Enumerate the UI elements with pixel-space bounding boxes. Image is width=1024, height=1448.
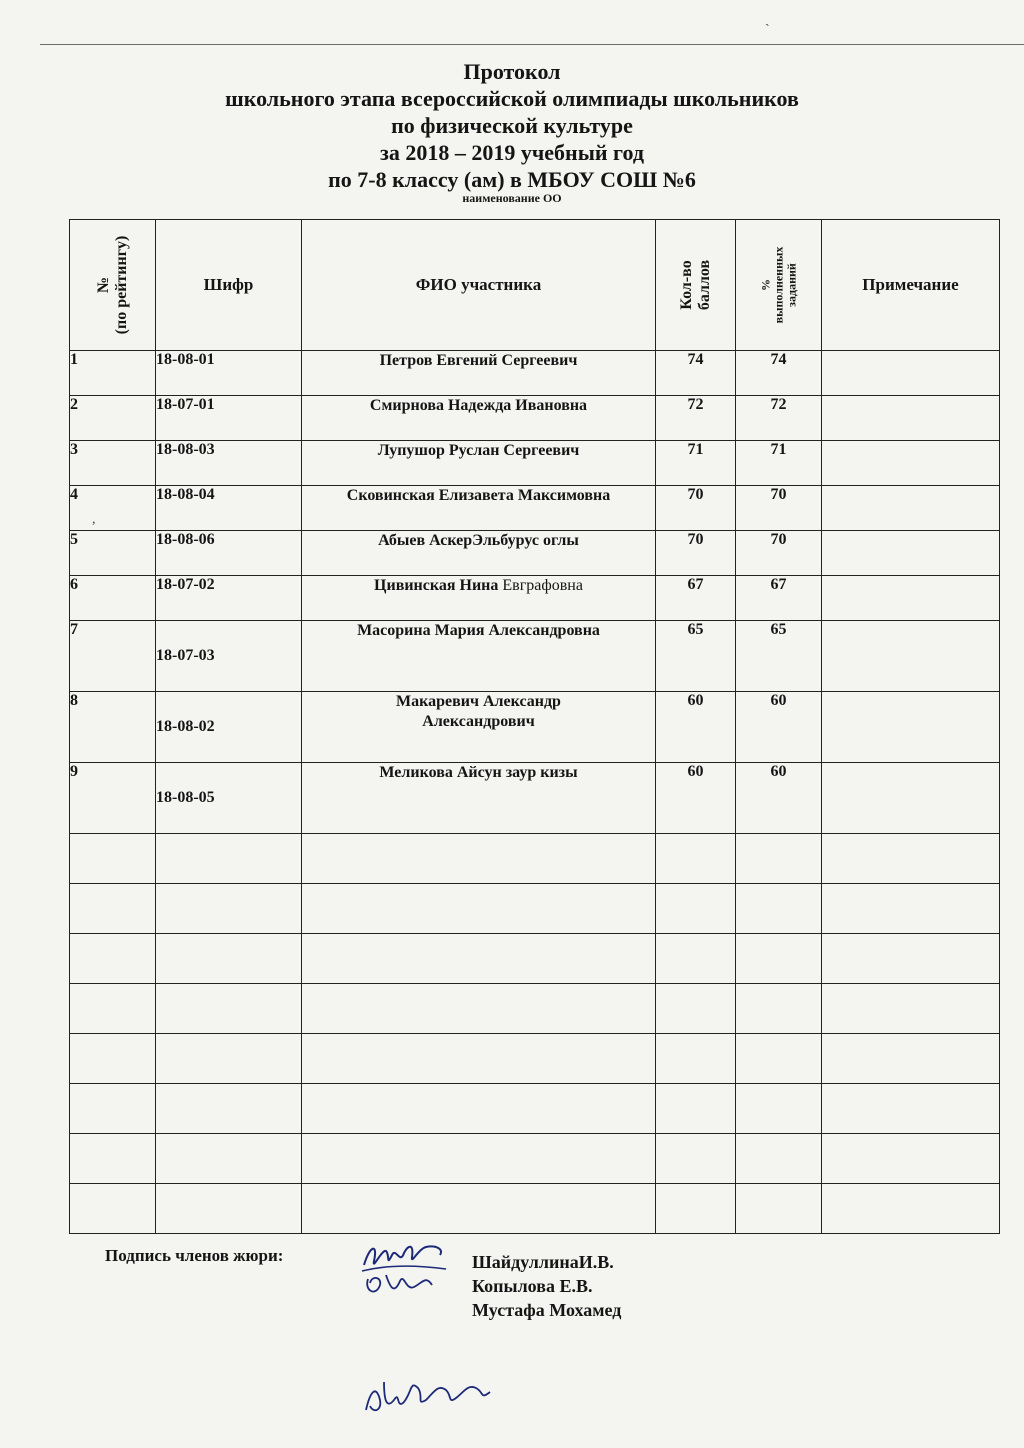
handwritten-signature-2	[360, 1370, 495, 1420]
table-row	[70, 396, 1000, 441]
jury-signature-label: Подпись членов жюри:	[105, 1246, 284, 1265]
row-rank: 1	[70, 351, 156, 396]
row-percent: 65	[736, 621, 822, 692]
title-line-2: школьного этапа всероссийской олимпиады школьников	[225, 86, 799, 111]
row-note	[822, 396, 1000, 441]
row-percent: 67	[736, 576, 822, 621]
table-row	[70, 692, 1000, 763]
jury-member-2: Копылова Е.В.	[472, 1276, 593, 1296]
row-code: 18-08-02	[156, 692, 302, 763]
row-note	[822, 763, 1000, 834]
row-percent: 60	[736, 692, 822, 763]
header-note: Примечание	[822, 220, 1000, 351]
row-score: 72	[656, 396, 736, 441]
title-line-3: по физической культуре	[391, 113, 633, 138]
row-note	[822, 621, 1000, 692]
header-percent	[736, 220, 822, 351]
table-row	[70, 441, 1000, 486]
header-code: Шифр	[156, 220, 302, 351]
header-score	[656, 220, 736, 351]
header-name: ФИО участника	[302, 220, 656, 351]
row-score: 67	[656, 576, 736, 621]
title-line-4: за 2018 – 2019 учебный год	[380, 140, 644, 165]
ink-speck: ,	[92, 512, 96, 527]
table-row	[70, 621, 1000, 692]
row-note	[822, 692, 1000, 763]
row-score: 74	[656, 351, 736, 396]
row-note	[822, 531, 1000, 576]
row-name: Сковинская Елизавета Максимовна	[302, 486, 656, 531]
row-rank: 9	[70, 763, 156, 834]
blank-row	[70, 1034, 1000, 1084]
row-name: Петров Евгений Сергеевич	[302, 351, 656, 396]
header-rank	[70, 220, 156, 351]
row-note	[822, 351, 1000, 396]
row-name: Лупушор Руслан Сергеевич	[302, 441, 656, 486]
row-code: 18-08-06	[156, 531, 302, 576]
row-name	[302, 576, 656, 621]
header-percent-line-3: заданий	[784, 263, 798, 307]
row-code: 18-07-03	[156, 621, 302, 692]
header-score-line-1: Кол-во	[677, 260, 695, 310]
blank-row	[70, 1084, 1000, 1134]
header-rank-line-1: №	[94, 276, 112, 294]
table-header-row	[70, 220, 1000, 351]
blank-row	[70, 884, 1000, 934]
blank-row	[70, 934, 1000, 984]
row-code: 18-07-02	[156, 576, 302, 621]
row-name-plain: Евграфовна	[502, 577, 583, 594]
row-rank: 4	[70, 486, 156, 531]
title-line-5: по 7-8 классу (ам) в МБОУ СОШ №6	[328, 167, 696, 192]
row-name: Масорина Мария Александровна	[302, 621, 656, 692]
row-name-line-2: Александрович	[422, 713, 535, 730]
row-code: 18-08-05	[156, 763, 302, 834]
row-rank: 6	[70, 576, 156, 621]
jury-members	[472, 1250, 621, 1322]
row-score: 70	[656, 531, 736, 576]
row-percent: 70	[736, 531, 822, 576]
ink-speck: ˎ	[765, 12, 770, 27]
row-percent: 70	[736, 486, 822, 531]
row-name-bold: Цивинская Нина	[374, 577, 499, 594]
row-rank: 3	[70, 441, 156, 486]
table-row	[70, 763, 1000, 834]
blank-row	[70, 1134, 1000, 1184]
row-rank: 2	[70, 396, 156, 441]
row-score: 70	[656, 486, 736, 531]
row-code: 18-08-01	[156, 351, 302, 396]
row-name	[302, 692, 656, 763]
row-note	[822, 576, 1000, 621]
header-percent-line-2: выполненных	[771, 246, 785, 324]
row-name-line-1: Макаревич Александр	[396, 693, 561, 710]
blank-row	[70, 1184, 1000, 1234]
row-score: 71	[656, 441, 736, 486]
row-rank: 5	[70, 531, 156, 576]
row-rank: 8	[70, 692, 156, 763]
document-header	[0, 58, 1024, 205]
org-subcaption: наименование ОО	[462, 191, 562, 205]
table-row	[70, 531, 1000, 576]
row-code: 18-08-03	[156, 441, 302, 486]
results-table	[69, 219, 1000, 1234]
row-percent: 72	[736, 396, 822, 441]
row-percent: 60	[736, 763, 822, 834]
row-note	[822, 441, 1000, 486]
row-percent: 74	[736, 351, 822, 396]
handwritten-signature-1	[356, 1235, 451, 1305]
row-score: 60	[656, 692, 736, 763]
header-score-line-2: баллов	[695, 259, 713, 311]
scan-edge-line	[40, 44, 1024, 45]
table-row	[70, 486, 1000, 531]
row-note	[822, 486, 1000, 531]
header-percent-line-1: %	[758, 279, 772, 291]
table-row	[70, 576, 1000, 621]
jury-member-3: Мустафа Мохамед	[472, 1300, 622, 1320]
row-rank: 7	[70, 621, 156, 692]
header-rank-line-2: (по рейтингу)	[112, 235, 130, 335]
blank-row	[70, 984, 1000, 1034]
row-name: Меликова Айсун заур кизы	[302, 763, 656, 834]
title-line-1: Протокол	[463, 59, 561, 84]
row-name: Смирнова Надежда Ивановна	[302, 396, 656, 441]
row-percent: 71	[736, 441, 822, 486]
row-code: 18-08-04	[156, 486, 302, 531]
row-name: Абыев АскерЭльбурус оглы	[302, 531, 656, 576]
blank-row	[70, 834, 1000, 884]
row-score: 60	[656, 763, 736, 834]
row-code: 18-07-01	[156, 396, 302, 441]
jury-member-1: ШайдуллинаИ.В.	[472, 1252, 614, 1272]
row-score: 65	[656, 621, 736, 692]
table-row	[70, 351, 1000, 396]
